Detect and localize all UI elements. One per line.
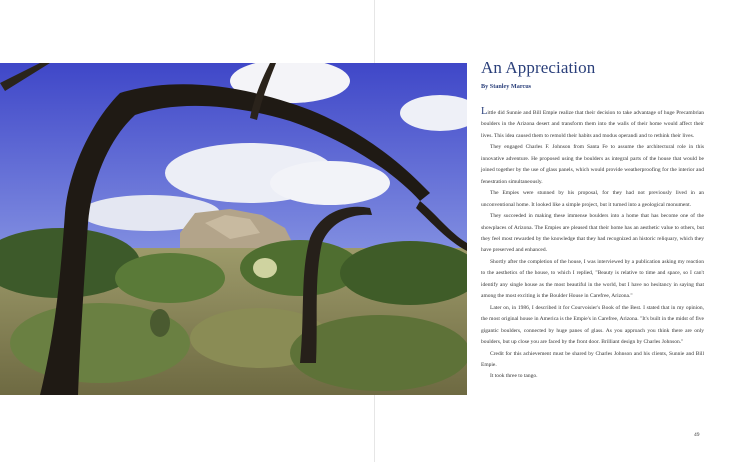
desert-photo [0, 63, 467, 395]
paragraph-7: Credit for this achievement must be shared by Charles Johnson and his clients, Sunnie and Bill Empie. [481, 350, 704, 368]
article-body [481, 107, 704, 383]
paragraph-1 [481, 107, 704, 142]
article-title: An Appreciation [481, 58, 596, 77]
paragraph-8: It took three to tango. [490, 373, 538, 380]
paragraph-2: They engaged Charles F. Johnson from Santa Fe to assume the architectural role in this innovative adventure. He proposed using the boulders as integral parts of the house that would be joined together by the use of glass panels, which would provide weatherproofing for the interior and fenestration simultaneously. [481, 144, 704, 185]
paragraph-1-text: ittle did Sunnie and Bill Empie realize that their decision to take advantage of huge Precambrian boulders in the Arizona desert and transform them into the walls of their home would affect their lives. This idea caused them to remold their habits and modus operandi and to rethink their lives. [481, 110, 704, 139]
page-number: 49 [694, 432, 700, 438]
paragraph-6: Later on, in 1986, I described it for Courvoisier's Book of the Best. I stated that in my opinion, the most original house in America is the Empie's in Carefree, Arizona. "It's built in the midst of five gigantic boulders, connected by huge panes of glass. As you approach you think there are only boulders, but up close you are faced by the front door. Brilliant design by Charles Johnson." [481, 304, 704, 346]
paragraph-5: Shortly after the completion of the house, I was interviewed by a publication asking my reaction to the aesthetics of the house, to which I replied, "Beauty is relative to time and space, so I can't identify any single house as the most beautiful in the world, but I have no hesitancy in saying that among the most exciting is the Boulder House in Carefree, Arizona." [481, 258, 704, 300]
paragraph-3: The Empies were stunned by his proposal, for they had not previously lived in an unconventional home. It looked like a simple project, but it turned into a geological monument. [481, 190, 704, 208]
paragraph-4: They succeeded in making these immense boulders into a home that has become one of the showplaces of Arizona. The Empies are pleased that their home has an aesthetic value to others, but they feel most rewarded by the knowledge that they had recognized an historic reliquary, which they have preserved and enhanced. [481, 213, 704, 254]
drop-cap: L [481, 106, 488, 117]
article-byline: By Stanley Marcus [481, 83, 532, 90]
